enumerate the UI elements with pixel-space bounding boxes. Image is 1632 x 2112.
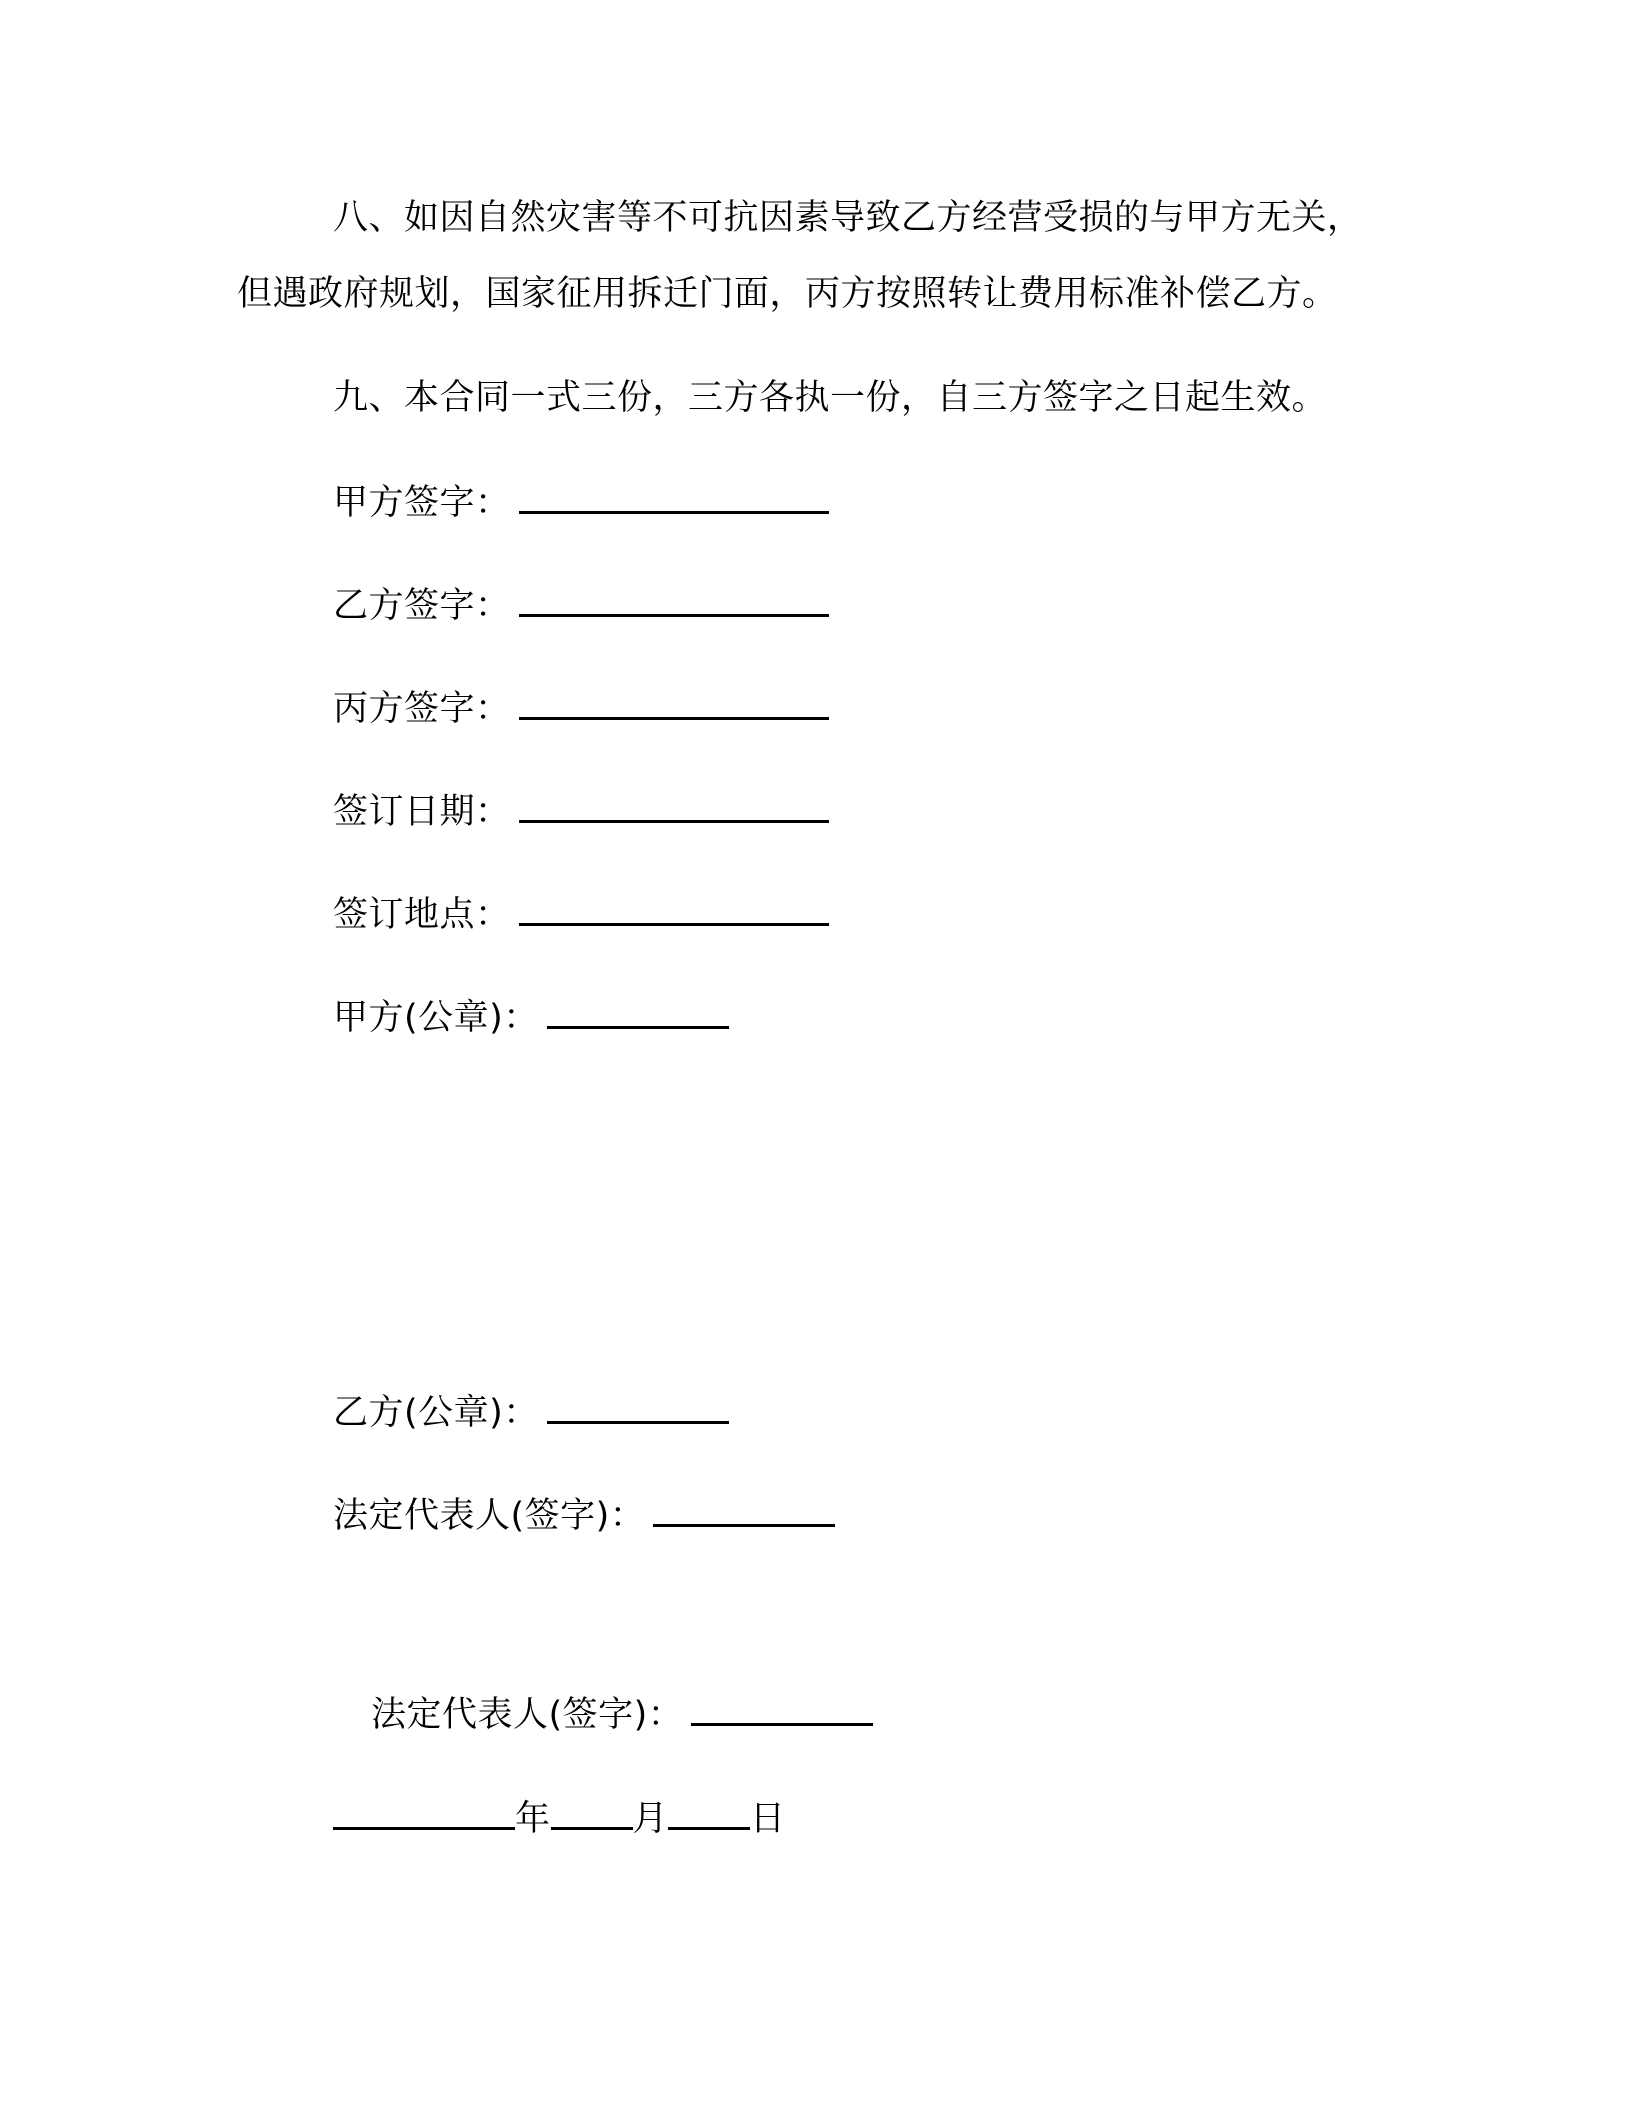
party-b-signature-row xyxy=(333,582,829,628)
clause-9: 九、本合同一式三份，三方各执一份，自三方签字之日起生效。 xyxy=(333,378,1328,418)
party-a-signature-blank[interactable] xyxy=(519,479,829,514)
year-blank[interactable] xyxy=(333,1795,515,1830)
date-row xyxy=(333,1795,786,1841)
year-label: 年 xyxy=(515,1799,551,1839)
legal-rep-1-blank[interactable] xyxy=(653,1492,835,1527)
signing-place-blank[interactable] xyxy=(519,891,829,926)
clause-8-line-1: 八、如因自然灾害等不可抗因素导致乙方经营受损的与甲方无关， xyxy=(333,198,1363,238)
party-a-signature-row xyxy=(333,479,829,525)
legal-rep-2-label: 法定代表人(签字)： xyxy=(371,1695,684,1735)
signing-date-blank[interactable] xyxy=(519,788,829,823)
party-b-seal-blank[interactable] xyxy=(547,1389,729,1424)
party-c-signature-blank[interactable] xyxy=(519,685,829,720)
signing-date-label: 签订日期： xyxy=(333,792,511,832)
party-a-seal-label: 甲方(公章)： xyxy=(333,998,539,1038)
month-label: 月 xyxy=(632,1799,669,1839)
legal-rep-1-label: 法定代表人(签字)： xyxy=(333,1496,646,1536)
month-blank[interactable] xyxy=(551,1795,633,1830)
signing-place-row xyxy=(333,891,829,937)
signing-date-row xyxy=(333,788,829,834)
legal-rep-1-row xyxy=(333,1492,835,1538)
party-a-seal-row xyxy=(333,994,729,1040)
party-b-seal-row xyxy=(333,1389,729,1435)
party-c-signature-label: 丙方签字： xyxy=(333,689,511,729)
party-a-signature-label: 甲方签字： xyxy=(333,483,511,523)
day-label: 日 xyxy=(750,1799,786,1839)
day-blank[interactable] xyxy=(668,1795,750,1830)
legal-rep-2-row xyxy=(371,1691,873,1737)
clause-8-line-2: 但遇政府规划，国家征用拆迁门面，丙方按照转让费用标准补偿乙方。 xyxy=(237,274,1338,314)
legal-rep-2-blank[interactable] xyxy=(691,1691,873,1726)
signing-place-label: 签订地点： xyxy=(333,895,511,935)
party-b-signature-blank[interactable] xyxy=(519,582,829,617)
party-c-signature-row xyxy=(333,685,829,731)
party-b-signature-label: 乙方签字： xyxy=(333,586,511,626)
party-a-seal-blank[interactable] xyxy=(547,994,729,1029)
party-b-seal-label: 乙方(公章)： xyxy=(333,1393,539,1433)
